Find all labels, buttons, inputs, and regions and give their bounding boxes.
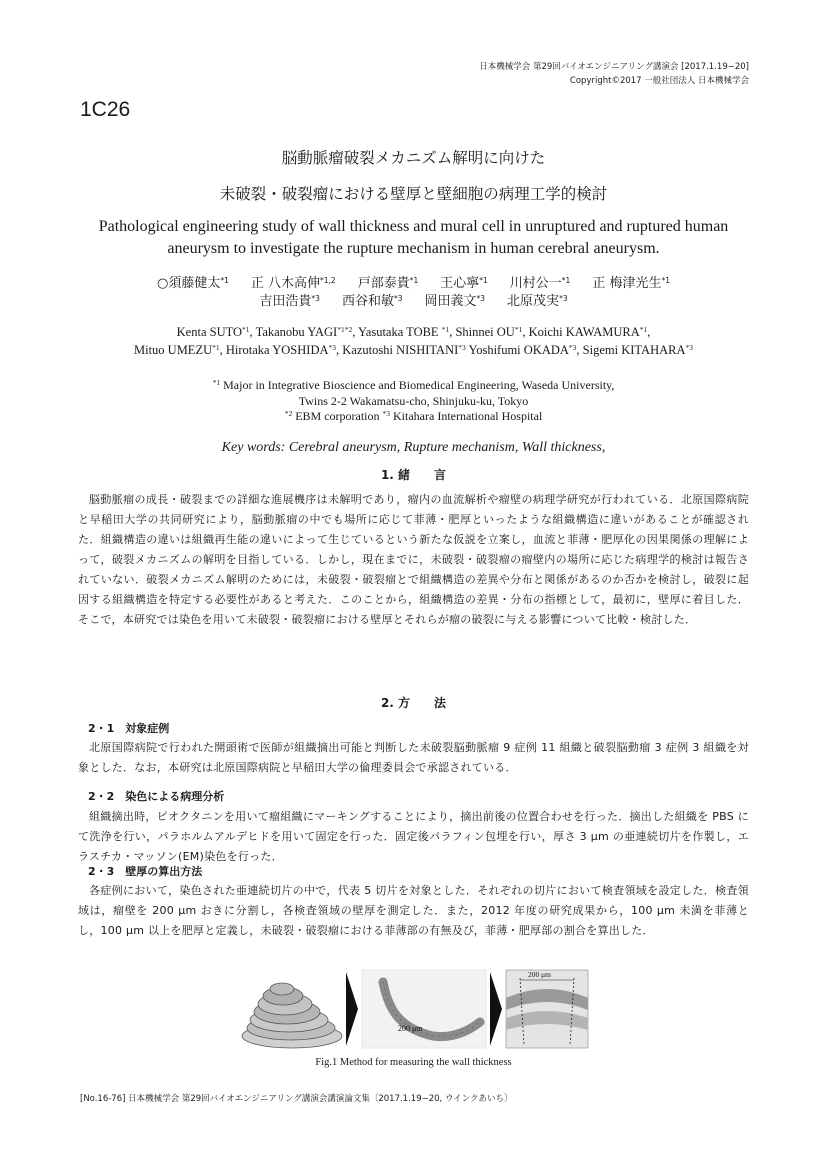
author-separator: , bbox=[522, 325, 529, 339]
author-name: 吉田浩貴 bbox=[259, 294, 312, 309]
subsection-2-3-body: 各症例において，染色された亜連続切片の中で，代表 5 切片を対象とした．それぞれの切片において検査領域を設定した．検査領域は，瘤壁を 200 μm おきに分割し，各検査領域の壁厚を測定した．また，2012 年度の研究成果から，100 μm 未満を菲薄とし，100 μm 以上を肥厚と定義し，未破裂・破裂瘤における菲薄部の有無及び，菲薄・肥厚部の割合を算出した． bbox=[78, 884, 749, 937]
author-name: Takanobu YAGI bbox=[255, 325, 338, 339]
affiliation-2-mark: *2 bbox=[284, 409, 293, 418]
figure-1 bbox=[238, 968, 590, 1050]
section-2-title: 2. 方 法 bbox=[380, 696, 447, 710]
subsection-2-1-title: 2・1 対象症例 bbox=[88, 722, 170, 735]
author-affiliation-mark: *3 bbox=[393, 294, 403, 303]
affiliation-1-mark: *1 bbox=[212, 378, 221, 387]
authors-en-line1 bbox=[0, 325, 827, 340]
author-separator: , bbox=[219, 343, 226, 357]
author-name: 正 梅津光生 bbox=[592, 276, 662, 291]
paper-id: 1C26 bbox=[80, 98, 131, 121]
subsection-2-3-title: 2・3 壁厚の算出方法 bbox=[88, 865, 203, 878]
title-en: Pathological engineering study of wall thickness and mural cell in unruptured and ruptured human aneurysm to investigate the rupture mechanism in human cerebral aneurysm. bbox=[98, 218, 729, 257]
author-name: Kenta SUTO bbox=[176, 325, 243, 339]
author-affiliation-mark: *1,2 bbox=[320, 276, 336, 285]
keywords: Key words: Cerebral aneurysm, Rupture mechanism, Wall thickness, bbox=[221, 440, 606, 455]
section-1-title: 1. 緒 言 bbox=[380, 468, 447, 482]
scale-label-right: 200 μm bbox=[528, 970, 551, 979]
author-name: 王心寧 bbox=[440, 276, 480, 291]
author-affiliation-mark: *1 bbox=[409, 276, 419, 285]
author-name: 川村公一 bbox=[509, 276, 562, 291]
proceedings-footer: [No.16-76] 日本機械学会 第29回バイオエンジニアリング講演会講演論文集〔2017.1.19−20, ウインクあいち〕 bbox=[80, 1094, 513, 1104]
author-name: Shinnei OU bbox=[455, 325, 515, 339]
scale-label-middle: 200 μm bbox=[398, 1024, 423, 1033]
author-affiliation-mark: *1 bbox=[661, 276, 670, 285]
figure-1-caption: Fig.1 Method for measuring the wall thickness bbox=[315, 1057, 512, 1068]
section-1-body: 脳動脈瘤の成長・破裂までの詳細な進展機序は未解明であり，瘤内の血流解析や瘤壁の病理学研究が行われている．北原国際病院と早稲田大学の共同研究により，脳動脈瘤の中でも場所に応じて菲薄・肥厚といったような組織構造に違いがあることが確認された．組織構造の違いは組織再生能の違いによって生じているという新たな仮説を立案し，血流と菲薄・肥厚化の因果関係の理解によって，破裂メカニズムの解明を目指している．しかし，現在までに，未破裂・破裂瘤の瘤壁内の場所に応じた病理学的検討は報告されていない．破裂メカニズム解明のためには，未破裂・破裂瘤とで組織構造の差異や分布と関係があるのか否かを検討し，破裂に起因する組織構造を特定する必要性があると考えた．このことから，組織構造の差異・分布の指標として，最初に，壁厚に着目した．そこで，本研究では染色を用いて未破裂・破裂瘤における壁厚とそれらが瘤の破裂に与える影響について比較・検討した． bbox=[78, 493, 749, 626]
author-name: Yasutaka TOBE bbox=[358, 325, 442, 339]
author-affiliation-mark: *3 bbox=[559, 294, 568, 303]
authors-jp-line1 bbox=[0, 272, 827, 292]
author-affiliation-mark: *3 bbox=[458, 343, 466, 352]
author-affiliation-mark: *1 bbox=[212, 343, 220, 352]
author-separator: , bbox=[449, 325, 456, 339]
author-separator: , bbox=[647, 325, 651, 339]
affiliation-2-3 bbox=[0, 409, 827, 424]
author-affiliation-mark: *1 bbox=[441, 325, 450, 334]
conference-header: 日本機械学会 第29回バイオエンジニアリング講演会 [2017.1.19−20] bbox=[479, 62, 749, 72]
author-name: 戸部泰貴 bbox=[357, 276, 410, 291]
arrow-2-icon bbox=[490, 972, 502, 1046]
histology-panel bbox=[506, 970, 588, 1048]
author-affiliation-mark: *3 bbox=[311, 294, 320, 303]
author-name: Yoshifumi OKADA bbox=[468, 343, 569, 357]
affiliation-2-text: EBM corporation bbox=[292, 409, 383, 423]
arrow-1-icon bbox=[346, 972, 358, 1046]
author-name: Kazutoshi NISHITANI bbox=[342, 343, 459, 357]
subsection-2-1-body: 北原国際病院で行われた開頭術で医師が組織摘出可能と判断した未破裂脳動脈瘤 9 症例 11 組織と破裂脳動瘤 3 症例 3 組織を対象とした．なお，本研究は北原国際病院と早稲田大学の倫理委員会で承認されている． bbox=[78, 741, 749, 774]
author-name: ○須藤健太 bbox=[156, 276, 221, 291]
author-affiliation-mark: *1 bbox=[242, 325, 250, 334]
affiliation-1-address: Twins 2-2 Wakamatsu-cho, Shinjuku-ku, Tokyo bbox=[298, 394, 529, 408]
affiliation-3-mark: *3 bbox=[382, 409, 391, 418]
affiliation-1-text: Major in Integrative Bioscience and Biomedical Engineering, Waseda University, bbox=[220, 378, 615, 392]
author-affiliation-mark: *3 bbox=[685, 343, 693, 352]
author-affiliation-mark: *1 bbox=[479, 276, 488, 285]
subsection-2-2-body: 組織摘出時，ピオクタニンを用いて瘤組織にマーキングすることにより，摘出前後の位置合わせを行った．摘出した組織を PBS にて洗浄を行い，パラホルムアルデヒドを用いて固定を行った．固定後パラフィン包埋を行い，厚さ 3 μm の亜連続切片を作製し，エラスチカ・マッソン(EM)染色を行った． bbox=[78, 810, 749, 863]
authors-jp-line2 bbox=[0, 290, 827, 310]
author-separator: , bbox=[336, 343, 343, 357]
author-affiliation-mark: *1*2 bbox=[337, 325, 353, 334]
author-name: 正 八木高伸 bbox=[250, 276, 320, 291]
author-name: Mituo UMEZU bbox=[133, 343, 213, 357]
subsection-2-2-title: 2・2 染色による病理分析 bbox=[88, 790, 225, 803]
author-affiliation-mark: *3 bbox=[476, 294, 486, 303]
author-affiliation-mark: *1 bbox=[220, 276, 229, 285]
author-affiliation-mark: *3 bbox=[328, 343, 337, 352]
author-name: 北原茂実 bbox=[507, 294, 560, 309]
author-name: 岡田義文 bbox=[424, 294, 477, 309]
author-affiliation-mark: *3 bbox=[568, 343, 577, 352]
author-name: Sigemi KITAHARA bbox=[582, 343, 686, 357]
author-separator: , bbox=[249, 325, 256, 339]
author-separator: , bbox=[352, 325, 358, 339]
author-affiliation-mark: *1 bbox=[514, 325, 523, 334]
authors-en-line2 bbox=[0, 343, 827, 358]
wall-division-panel bbox=[362, 970, 486, 1048]
title-jp-line2: 未破裂・破裂瘤における壁厚と壁細胞の病理工学的検討 bbox=[219, 185, 608, 203]
affiliation-3-text: Kitahara International Hospital bbox=[390, 409, 543, 423]
affiliation-1 bbox=[0, 378, 827, 393]
author-name: 西谷和敏 bbox=[341, 294, 394, 309]
author-affiliation-mark: *1 bbox=[639, 325, 648, 334]
author-affiliation-mark: *1 bbox=[561, 276, 571, 285]
title-jp-line1: 脳動脈瘤破裂メカニズム解明に向けた bbox=[281, 149, 546, 167]
copyright-line: Copyright©2017 一般社団法人 日本機械学会 bbox=[569, 76, 749, 86]
author-separator: , bbox=[576, 343, 583, 357]
author-name: Hirotaka YOSHIDA bbox=[225, 343, 329, 357]
author-name: Koichi KAWAMURA bbox=[528, 325, 640, 339]
aneurysm-stack-illustration bbox=[242, 983, 342, 1048]
